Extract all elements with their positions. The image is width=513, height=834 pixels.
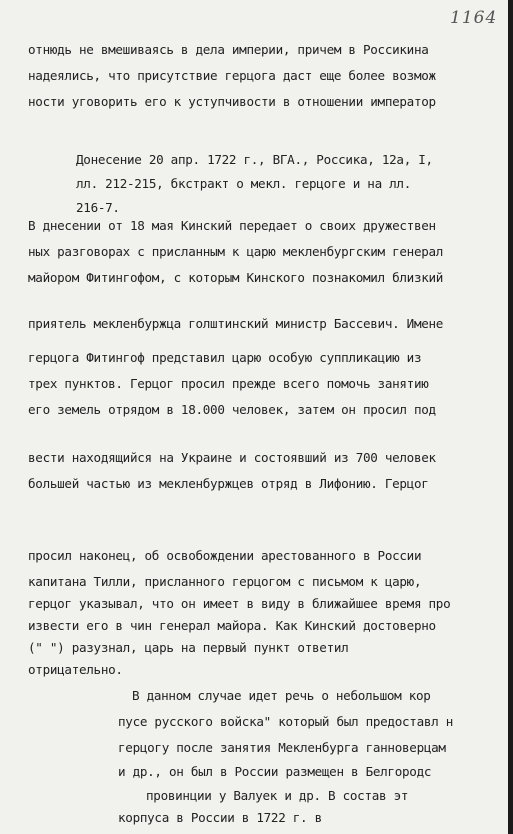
- text-line: герцогу после занятия Мекленбурга ганноверцам: [118, 740, 446, 755]
- text-line: ности уговорить его к уступчивости в отношении император: [28, 94, 436, 109]
- page-number: 1164: [450, 8, 498, 28]
- text-line: вести находящийся на Украине и состоявший из 700 человек: [28, 450, 436, 465]
- text-line: извести его в чин генерал майора. Как Кинский достоверно: [28, 618, 436, 633]
- text-line: майором Фитингофом, с которым Кинского познакомил близкий: [28, 270, 444, 285]
- text-line: В днесении от 18 мая Кинский передает о своих дружествен: [28, 218, 436, 233]
- text-line: его земель отрядом в 18.000 человек, затем он просил под: [28, 402, 436, 417]
- text-line: 216-7.: [76, 200, 120, 215]
- text-line: провинции у Валуек и др. В состав эт: [146, 788, 409, 803]
- text-line: большей частью из мекленбуржцев отряд в Лифонию. Герцог: [28, 476, 429, 491]
- text-line: надеялись, что присутствие герцога даст еще более возмож: [28, 68, 436, 83]
- text-line: пусе русского войска" который был предоставл н: [118, 714, 453, 729]
- text-line: отнюдь не вмешиваясь в дела империи, причем в Россикина: [28, 42, 429, 57]
- scan-edge: [508, 0, 513, 834]
- text-line: лл. 212-215, бкстракт о мекл. герцоге и на лл.: [76, 176, 411, 191]
- text-line: Донесение 20 апр. 1722 г., ВГА., Россика, 12а, I,: [76, 152, 433, 167]
- text-line: просил наконец, об освобождении арестованного в России: [28, 548, 422, 563]
- text-line: трех пунктов. Герцог просил прежде всего помочь занятию: [28, 376, 429, 391]
- text-line: (" ") разузнал, царь на первый пункт ответил: [28, 640, 349, 655]
- text-line: герцог указывал, что он имеет в виду в ближайшее время про: [28, 596, 451, 611]
- text-line: герцога Фитингоф представил царю особую суппликацию из: [28, 350, 422, 365]
- text-line: отрицательно.: [28, 662, 123, 677]
- text-line: ных разговорах с присланным к царю мекленбургским генерал: [28, 244, 444, 259]
- text-line: и др., он был в России размещен в Белгородс: [118, 764, 432, 779]
- text-line: В данном случае идет речь о небольшом кор: [132, 688, 431, 703]
- text-line: корпуса в России в 1722 г. в: [118, 810, 322, 825]
- text-line: приятель мекленбуржца голштинский министр Бассевич. Имене: [28, 316, 444, 331]
- text-line: капитана Тилли, присланного герцогом с письмом к царю,: [28, 574, 422, 589]
